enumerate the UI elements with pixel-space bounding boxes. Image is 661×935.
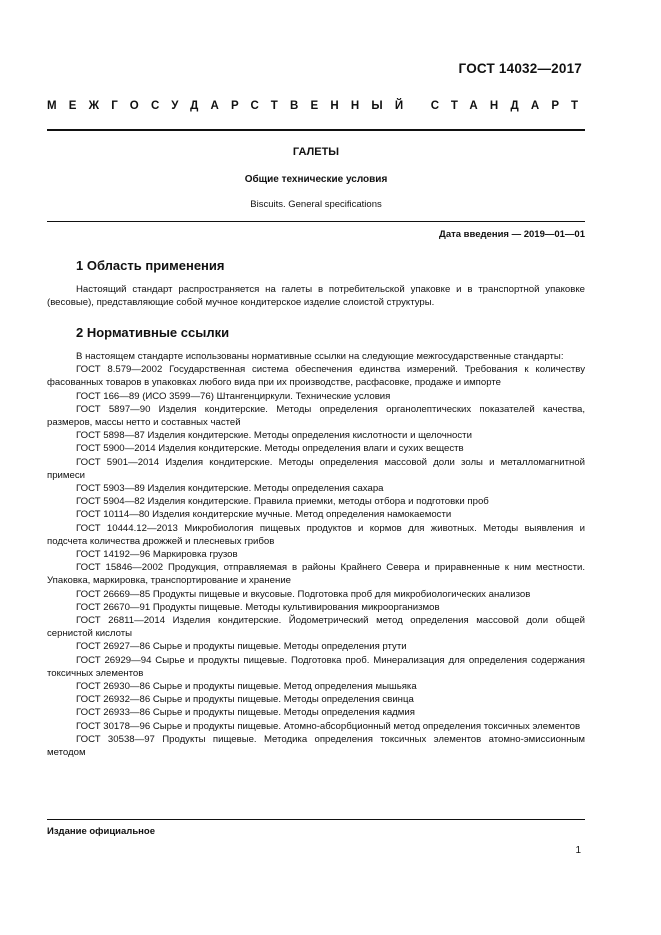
section-1-text-content: Настоящий стандарт распространяется на галеты в потребительской упаковке и в транспортной упаковке (весовые), представляющие собой мучное кондитерское изделие слоистой структуры.	[47, 284, 585, 309]
introduction-date: Дата введения — 2019—01—01	[439, 229, 585, 240]
document-subtitle: Общие технические условия	[244, 174, 388, 185]
section-1-text	[47, 283, 585, 309]
references-list	[47, 350, 585, 759]
reference-item: ГОСТ 15846—2002 Продукция, отправляемая в районы Крайнего Севера и приравненные к ним местности. Упаковка, маркировка, транспортирование и хранение	[47, 562, 585, 587]
reference-item: ГОСТ 26933—86 Сырье и продукты пищевые. Методы определения кадмия	[76, 707, 415, 719]
reference-item: ГОСТ 8.579—2002 Государственная система обеспечения единства измерений. Требования к количеству фасованных товаров в упаковках любого вида при их производстве, расфасовке, продаже и импорте	[47, 364, 585, 389]
reference-item: ГОСТ 10444.12—2013 Микробиология пищевых продуктов и кормов для животных. Методы выявления и подсчета количества дрожжей и плесневых грибов	[47, 522, 585, 547]
document-title-english: Biscuits. General specifications	[250, 199, 382, 210]
reference-item: ГОСТ 5897—90 Изделия кондитерские. Методы определения органолептических показателей качества, размеров, массы нетто и составных частей	[47, 403, 585, 429]
reference-item: ГОСТ 14192—96 Маркировка грузов	[76, 549, 238, 561]
reference-item: ГОСТ 26670—91 Продукты пищевые. Методы культивирования микроорганизмов	[76, 601, 440, 613]
section-2-heading: 2 Нормативные ссылки	[76, 325, 230, 340]
interstate-standard-heading: МЕЖГОСУДАРСТВЕННЫЙ СТАНДАРТ	[47, 100, 591, 112]
reference-item: ГОСТ 26932—86 Сырье и продукты пищевые. Методы определения свинца	[76, 694, 414, 706]
reference-item: ГОСТ 30538—97 Продукты пищевые. Методика определения токсичных элементов атомно-эмиссионным методом	[47, 733, 585, 759]
page-number: 1	[575, 845, 581, 856]
reference-item: ГОСТ 10114—80 Изделия кондитерские мучные. Метод определения намокаемости	[76, 509, 452, 521]
section-1-heading: 1 Область применения	[76, 258, 225, 273]
reference-item: ГОСТ 26669—85 Продукты пищевые и вкусовые. Подготовка проб для микробиологических анализов	[76, 588, 531, 600]
document-title: ГАЛЕТЫ	[292, 146, 340, 158]
footer-rule	[47, 819, 585, 820]
document-code: ГОСТ 14032—2017	[458, 61, 582, 76]
reference-item: ГОСТ 26811—2014 Изделия кондитерские. Йодометрический метод определения массовой доли общей сернистой кислоты	[47, 615, 585, 640]
references-intro: В настоящем стандарте использованы нормативные ссылки на следующие межгосударственные стандарты:	[76, 351, 564, 362]
official-edition-label: Издание официальное	[47, 826, 155, 837]
reference-item: ГОСТ 5903—89 Изделия кондитерские. Методы определения сахара	[76, 483, 384, 495]
reference-item: ГОСТ 166—89 (ИСО 3599—76) Штангенциркули. Технические условия	[76, 390, 391, 402]
reference-item: ГОСТ 5904—82 Изделия кондитерские. Правила приемки, методы отбора и подготовки проб	[76, 496, 489, 508]
reference-item: ГОСТ 5900—2014 Изделия кондитерские. Методы определения влаги и сухих веществ	[76, 443, 464, 455]
reference-item: ГОСТ 26929—94 Сырье и продукты пищевые. Подготовка проб. Минерализация для определения содержания токсичных элементов	[47, 654, 585, 679]
reference-item: ГОСТ 26927—86 Сырье и продукты пищевые. Методы определения ртути	[76, 641, 407, 653]
reference-item: ГОСТ 5901—2014 Изделия кондитерские. Методы определения массовой доли золы и металломагнитной примеси	[47, 456, 585, 481]
reference-item: ГОСТ 30178—96 Сырье и продукты пищевые. Атомно-абсорбционный метод определения токсичных элементов	[76, 720, 581, 732]
header-rule	[47, 129, 585, 131]
title-rule	[47, 221, 585, 222]
reference-item: ГОСТ 5898—87 Изделия кондитерские. Методы определения кислотности и щелочности	[76, 430, 472, 442]
reference-item: ГОСТ 26930—86 Сырье и продукты пищевые. Метод определения мышьяка	[76, 681, 417, 693]
